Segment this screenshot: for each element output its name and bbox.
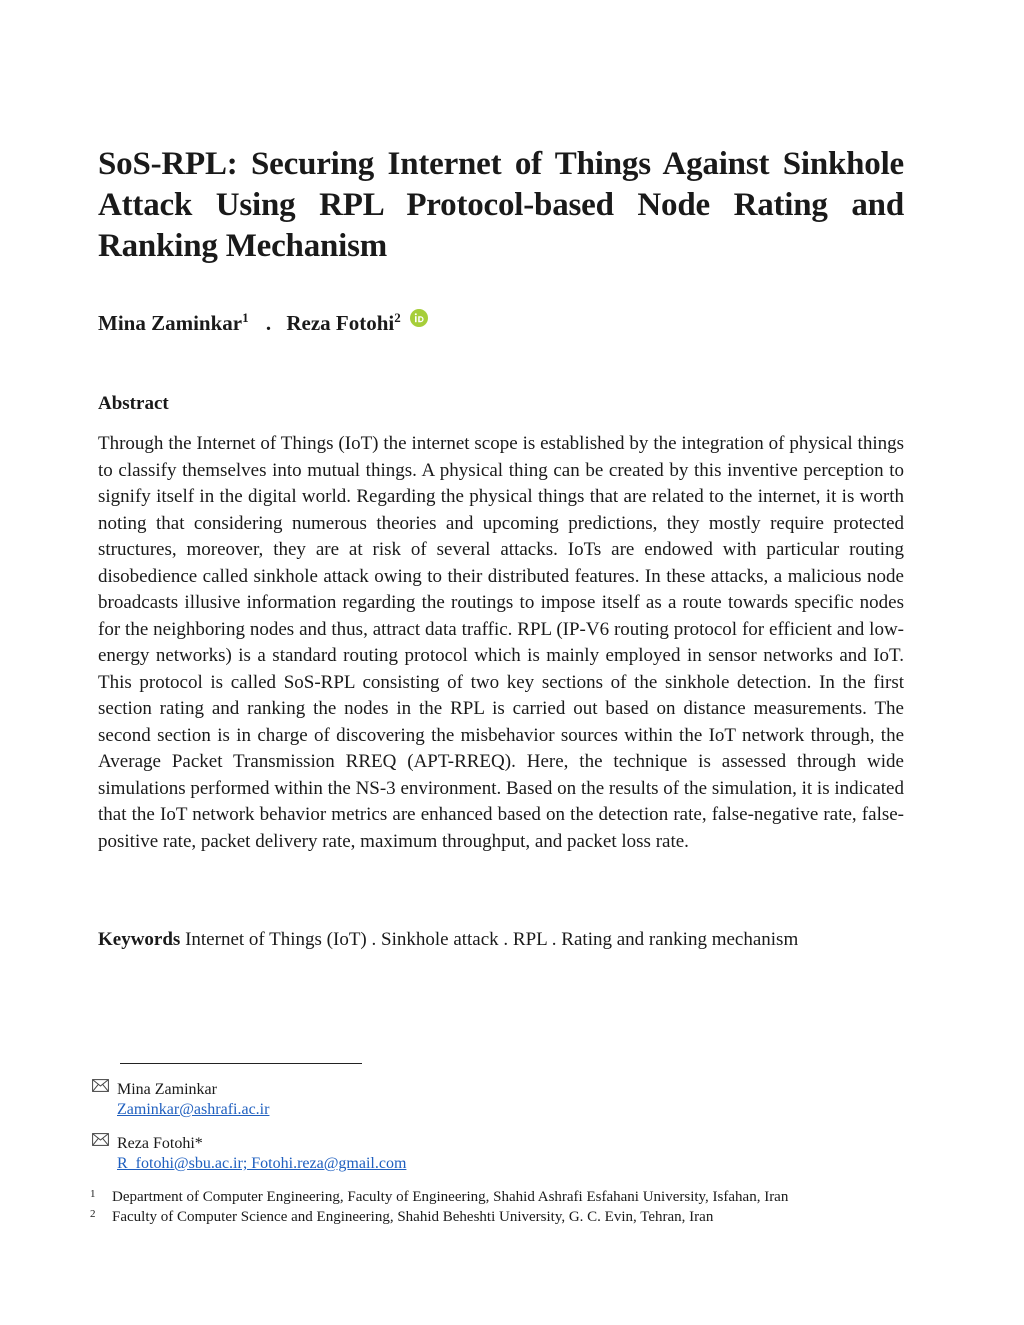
keywords-label: Keywords [98, 929, 181, 950]
affiliation-footnote [90, 1208, 713, 1226]
author-separator: . [265, 311, 272, 335]
affiliation-footnote [90, 1188, 788, 1206]
envelope-icon [92, 1078, 109, 1098]
contact-name: Mina Zaminkar [117, 1081, 217, 1098]
affiliation-text: Department of Computer Engineering, Faculty of Engineering, Shahid Ashrafi Esfahani University, Isfahan, Iran [112, 1189, 789, 1205]
abstract-heading: Abstract [98, 393, 169, 414]
contact-name: Reza Fotohi* [117, 1135, 203, 1152]
paper-title: SoS-RPL: Securing Internet of Things Against Sinkhole Attack Using RPL Protocol-based Node Rating and Ranking Mechanism [98, 146, 904, 264]
abstract-text: Through the Internet of Things (IoT) the internet scope is established by the integration of physical things to classify themselves into mutual things. A physical thing can be created by this inventive perception to signify itself in the digital world. Regarding the physical things that are related to the internet, it is worth noting that considering numerous theories and upcoming predictions, they mostly require protected structures, moreover, they are at risk of several attacks. IoTs are endowed with particular routing disobedience called sinkhole attack owing to their distributed features. In these attacks, a malicious node broadcasts illusive information regarding the routings to impose itself as a route towards specific nodes for the neighboring nodes and thus, attract data traffic. RPL (IP-V6 routing protocol for efficient and low-energy networks) is a standard routing protocol which is mainly employed in sensor networks and IoT. This protocol is called SoS-RPL consisting of two key sections of the sinkhole detection. In the first section rating and ranking the nodes in the RPL is carried out based on distance measurements. The second section is in charge of discovering the misbehavior sources within the IoT network through, the Average Packet Transmission RREQ (APT-RREQ). Here, the technique is assessed through wide simulations performed within the NS-3 environment. Based on the results of the simulation, it is indicated that the IoT network behavior metrics are enhanced based on the detection rate, false-negative rate, false-positive rate, packet delivery rate, maximum throughput, and packet loss rate. [98, 433, 904, 852]
author-name: Mina Zaminkar [98, 311, 243, 335]
affiliation-number: 1 [90, 1188, 96, 1200]
author-affiliation-mark: 2 [394, 310, 401, 325]
footnote-divider [120, 1063, 362, 1064]
envelope-icon [92, 1132, 109, 1152]
affiliation-number: 2 [90, 1208, 96, 1220]
affiliation-text: Faculty of Computer Science and Engineering, Shahid Beheshti University, G. C. Evin, Tehran, Iran [112, 1209, 714, 1225]
keywords-text: Internet of Things (IoT) . Sinkhole attack . RPL . Rating and ranking mechanism [185, 929, 799, 950]
contact-email-link[interactable]: Zaminkar@ashrafi.ac.ir [117, 1101, 270, 1118]
orcid-icon[interactable] [410, 308, 428, 333]
author-list [98, 308, 428, 336]
keywords [98, 929, 798, 951]
contact-email-link[interactable]: R_fotohi@sbu.ac.ir; Fotohi.reza@gmail.com [117, 1155, 407, 1172]
author-affiliation-mark: 1 [242, 310, 249, 325]
author-name: Reza Fotohi [286, 311, 395, 335]
